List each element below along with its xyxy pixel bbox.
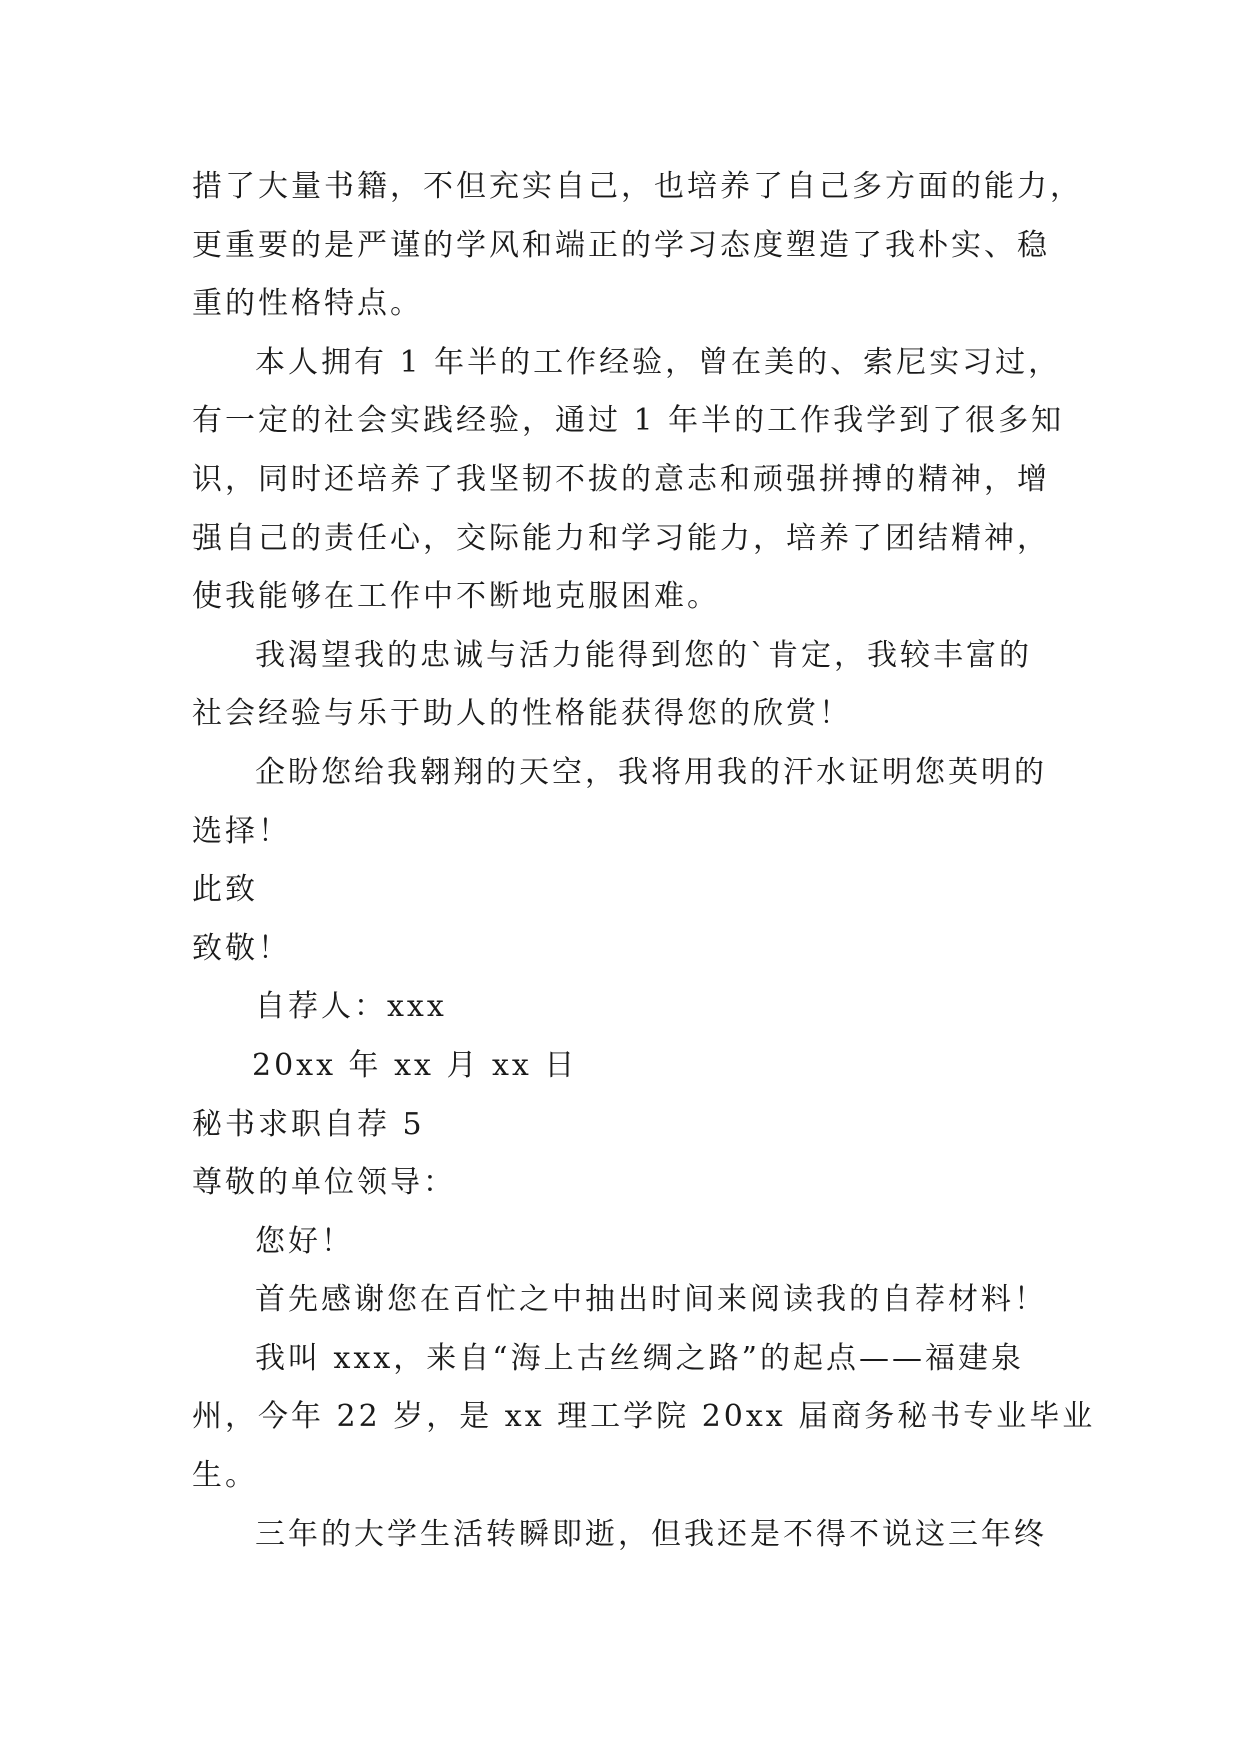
text-line: 州，今年 22 岁，是 xx 理工学院 20xx 届商务秘书专业毕业 [192, 1399, 1096, 1435]
greeting-line: 尊敬的单位领导： [192, 1165, 456, 1201]
text-line: 使我能够在工作中不断地克服困难。 [192, 579, 720, 615]
text-line: 首先感谢您在百忙之中抽出时间来阅读我的自荐材料！ [255, 1282, 1047, 1318]
text-line: 措了大量书籍，不但充实自己，也培养了自己多方面的能力， [192, 169, 1083, 204]
text-line: 我渴望我的忠诚与活力能得到您的`肯定，我较丰富的 [255, 637, 1032, 673]
text-line: 有一定的社会实践经验，通过 1 年半的工作我学到了很多知 [192, 403, 1065, 439]
document-body [192, 158, 1096, 1564]
text-line: 社会经验与乐于助人的性格能获得您的欣赏！ [192, 696, 852, 732]
text-line: 强自己的责任心，交际能力和学习能力，培养了团结精神， [192, 520, 1050, 556]
section-title: 秘书求职自荐 5 [192, 1106, 425, 1142]
text-line: 您好！ [255, 1223, 354, 1259]
salutation-line: 致敬！ [192, 930, 291, 966]
text-line: 识，同时还培养了我坚韧不拔的意志和顽强拼搏的精神，增 [192, 461, 1050, 497]
text-line: 选择！ [192, 813, 291, 849]
text-line: 本人拥有 1 年半的工作经验，曾在美的、索尼实习过， [255, 344, 1062, 380]
text-line: 生。 [192, 1458, 258, 1494]
text-line: 我叫 xxx，来自“海上古丝绸之路”的起点——福建泉 [255, 1340, 1024, 1376]
signature-line: 自荐人：xxx [255, 989, 447, 1025]
salutation-line: 此致 [192, 872, 258, 908]
text-line: 更重要的是严谨的学风和端正的学习态度塑造了我朴实、稳 [192, 227, 1050, 263]
date-line: 20xx 年 xx 月 xx 日 [252, 1047, 578, 1083]
text-line: 企盼您给我翱翔的天空，我将用我的汗水证明您英明的 [255, 754, 1047, 790]
text-line: 三年的大学生活转瞬即逝，但我还是不得不说这三年终 [255, 1516, 1047, 1552]
text-line: 重的性格特点。 [192, 286, 423, 322]
